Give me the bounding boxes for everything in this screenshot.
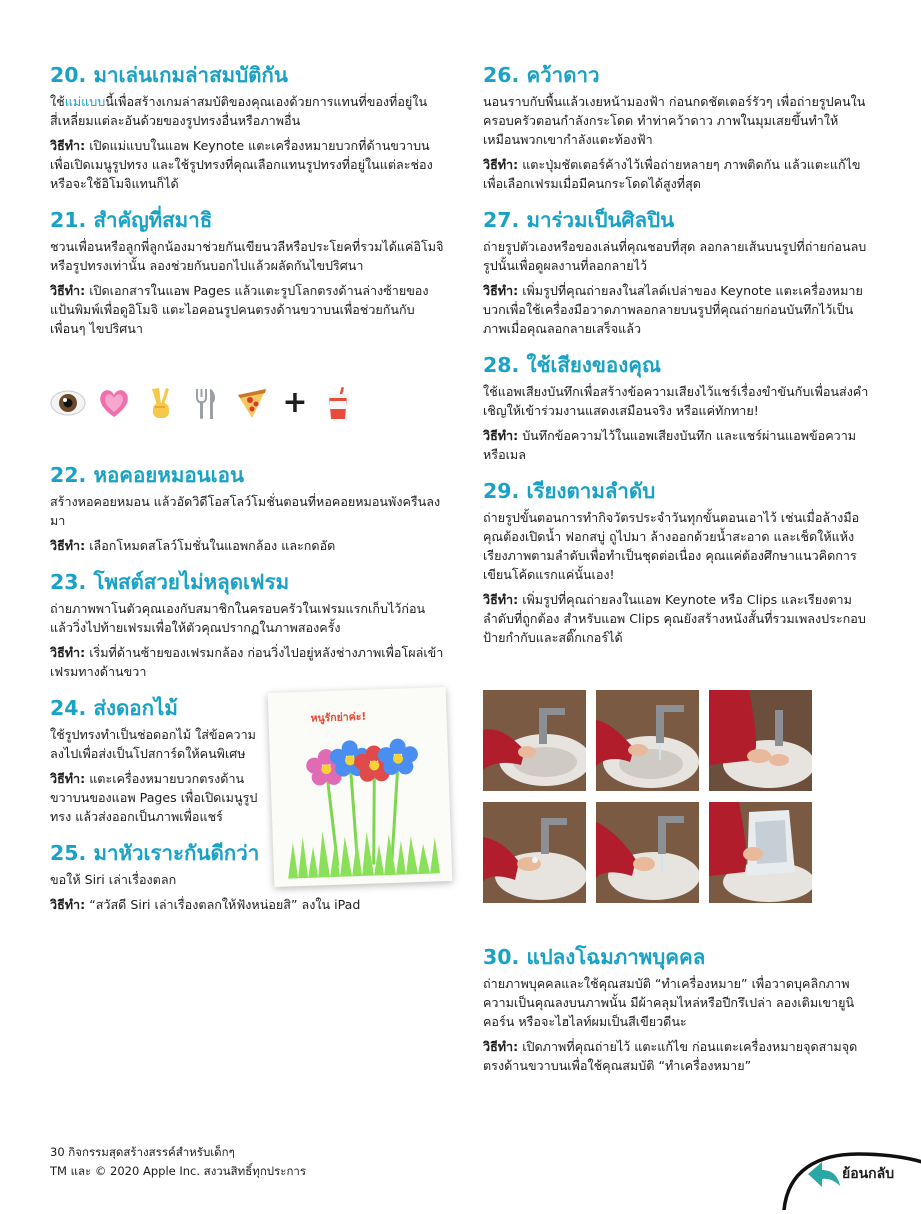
activity-20 <box>50 62 445 193</box>
tip-label: วิธีทำ: <box>50 283 86 298</box>
activity-title: 23. โพสต์สวยไม่หลุดเฟรม <box>50 570 290 594</box>
activity-description: นอนราบกับพื้นแล้วเงยหน้ามองฟ้า ก่อนกดชัตเตอร์รัวๆ เพื่อถ่ายรูปคนในครอบครัวตอนกำลังกระโดด ทำท่าคว้าดาว ภาพในมุมเสยขึ้นทำให้เหมือนพวกเขากำลังแตะท้องฟ้า <box>483 94 866 147</box>
tip-text: เปิดเอกสารในแอพ Pages แล้วแตะรูปโลกตรงด้านล่างซ้ายของแป้นพิมพ์เพื่อดูอิโมจิ แตะไอคอนรูปคนตรงด้านขวาบนเพื่อช่วยกันกับเพื่อนๆ ไขปริศนา <box>50 283 429 336</box>
tip-text: เปิดแม่แบบในแอพ Keynote แตะเครื่องหมายบวกที่ด้านขวาบนเพื่อเปิดเมนูรูปทรง และใช้รูปทรงที่คุณเลือกแทนรูปทรงที่อยู่ในแต่ละช่องหรือจะใช้อิโมจิแทนก็ได้ <box>50 138 433 191</box>
right-column <box>483 62 875 661</box>
activity-title: 27. มาร่วมเป็นศิลปิน <box>483 208 675 232</box>
footer-copyright: TM และ © 2020 Apple Inc. สงวนสิทธิ์ทุกประการ <box>50 1164 307 1178</box>
activity-23 <box>50 569 445 681</box>
activity-tip <box>50 643 445 681</box>
activity-tip <box>50 769 265 826</box>
activity-description: ถ่ายภาพบุคคลและใช้คุณสมบัติ “ทำเครื่องหมาย” เพื่อวาดบุคลิกภาพความเป็นคุณลงบนภาพนั้น มีผ้าคลุมไหล่หรือปีกรึเปล่า ลองเติมเขายูนิคอร์น หรือจะไฮไลท์ผมเป็นสีเขียวดีนะ <box>483 976 855 1029</box>
tip-text: เพิ่มรูปที่คุณถ่ายลงในสไลด์เปล่าของ Keynote แตะเครื่องหมายบวกเพื่อใช้เครื่องมือวาดภาพลอกลายบนรูปที่คุณถ่ายก่อนบันทึกไว้เป็นภาพเมื่อคุณลอกลายเสร็จแล้ว <box>483 283 863 336</box>
activity-title: 22. หอคอยหมอนเอน <box>50 463 244 487</box>
tip-text: “สวัสดี Siri เล่าเรื่องตลกให้ฟังหน่อยสิ” ลงใน iPad <box>89 897 361 912</box>
desc-text: ใช้ <box>50 94 65 109</box>
tip-label: วิธีทำ: <box>50 645 86 660</box>
handwashing-photo-grid <box>483 690 813 904</box>
tip-label: วิธีทำ: <box>483 283 519 298</box>
handwash-photo-3 <box>709 690 812 791</box>
eye-emoji <box>50 385 86 421</box>
activity-title: 26. คว้าดาว <box>483 63 600 87</box>
footer-title: 30 กิจกรรมสุดสร้างสรรค์สำหรับเด็กๆ <box>50 1145 235 1159</box>
activity-29 <box>483 478 875 647</box>
activity-description: สร้างหอคอยหมอน แล้วอัดวิดีโอสโลว์โมชั่นตอนที่หอคอยหมอนพังครืนลงมา <box>50 494 441 528</box>
activity-description: ชวนเพื่อนหรือลูกพี่ลูกน้องมาช่วยกันเขียนวลีหรือประโยคที่รวมได้แค่อิโมจิหรือรูปทรงเท่านั้น ลองช่วยกันบอกไปแล้วผลัดกันไขปริศนา <box>50 239 444 273</box>
flower-postcard-image <box>268 687 453 887</box>
tip-label: วิธีทำ: <box>483 592 519 607</box>
template-link[interactable]: แม่แบบ <box>64 94 106 109</box>
tip-text: แตะปุ่มชัตเตอร์ค้างไว้เพื่อถ่ายหลายๆ ภาพติดกัน แล้วแตะแก้ไขเพื่อเลือกเฟรมเมื่อมีคนกระโดดได้สูงที่สุด <box>483 157 861 191</box>
handwash-photo-4 <box>483 802 586 903</box>
activity-tip <box>50 536 445 555</box>
tip-label: วิธีทำ: <box>50 897 86 912</box>
activity-description: ขอให้ Siri เล่าเรื่องตลก <box>50 872 177 887</box>
fork-knife-emoji <box>188 385 224 421</box>
back-button-label[interactable]: ย้อนกลับ <box>842 1166 895 1182</box>
activity-28 <box>483 352 875 464</box>
activity-title: 28. ใช้เสียงของคุณ <box>483 353 661 377</box>
activity-tip <box>50 136 445 193</box>
victory-hand-emoji <box>142 385 178 421</box>
cup-emoji <box>320 385 356 421</box>
pizza-emoji <box>234 385 270 421</box>
activity-title: 21. สำคัญที่สมาธิ <box>50 208 213 232</box>
back-arrow-icon <box>808 1162 840 1187</box>
tip-label: วิธีทำ: <box>483 428 519 443</box>
activity-tip <box>50 895 445 914</box>
tip-text: บันทึกข้อความไว้ในแอพเสียงบันทึก และแชร์ผ่านแอพข้อความหรือเมล <box>483 428 857 462</box>
activity-30 <box>483 944 875 1089</box>
desc-text: นี้เพื่อสร้างเกมล่าสมบัติของคุณเองด้วยการแทนที่ของที่อยู่ในสี่เหลี่ยมแต่ละอันด้วยของรูปทรงอื่นหรือภาพอื่น <box>50 94 428 128</box>
emoji-row <box>50 380 380 426</box>
handwash-photo-5 <box>596 802 699 903</box>
activity-22 <box>50 462 445 555</box>
activity-tip <box>483 590 875 647</box>
activity-26 <box>483 62 875 193</box>
activity-title: 25. มาหัวเราะกันดีกว่า <box>50 841 260 865</box>
tip-text: เปิดภาพที่คุณถ่ายไว้ แตะแก้ไข ก่อนแตะเครื่องหมายจุดสามจุดตรงด้านขวาบนเพื่อใช้คุณสมบัติ “ทำเครื่องหมาย” <box>483 1039 858 1073</box>
tip-label: วิธีทำ: <box>50 138 86 153</box>
activity-title: 30. แปลงโฉมภาพบุคคล <box>483 945 706 969</box>
activity-description: ถ่ายรูปขั้นตอนการทำกิจวัตรประจำวันทุกขั้นตอนเอาไว้ เช่นเมื่อล้างมือ คุณต้องเปิดน้ำ ฟอกสบู่ ถูไปมา ล้างออกด้วยน้ำสะอาด และเช็ดให้แห้ง เรียงภาพตามลำดับเพื่อทำเป็นชุดต่อเนื่อง คุณแค่ต้องศึกษาแนวคิดการเขียนโค้ดแรกแค่นั้นเอง! <box>483 510 860 582</box>
postcard-text: หนูรักย่าค่ะ! <box>310 710 367 725</box>
pink-heart-emoji <box>96 385 132 421</box>
tip-text: แตะเครื่องหมายบวกตรงด้านขวาบนของแอพ Pages เพื่อเปิดเมนูรูปทรง แล้วส่งออกเป็นภาพเพื่อแชร์ <box>50 771 258 824</box>
activity-description: ถ่ายภาพพาโนตัวคุณเองกับสมาชิกในครอบครัวในเฟรมแรกเก็บไว้ก่อน แล้ววิ่งไปท้ายเฟรมเพื่อให้ตัวคุณปรากฏในภาพสองครั้ง <box>50 601 426 635</box>
activity-21 <box>50 207 445 338</box>
flower-bouquet-drawing <box>268 687 453 887</box>
activity-24 <box>50 695 265 826</box>
page-footer <box>50 1143 306 1181</box>
activity-description: ถ่ายรูปตัวเองหรือของเล่นที่คุณชอบที่สุด ลอกลายเส้นบนรูปที่ถ่ายก่อนลบรูปนั้นเพื่อดูผลงานที่ลอกลายไว้ <box>483 239 867 273</box>
tip-label: วิธีทำ: <box>483 157 519 172</box>
activity-title: 29. เรียงตามลำดับ <box>483 479 656 503</box>
activity-description <box>50 92 445 130</box>
activity-description: ใช้รูปทรงทำเป็นช่อดอกไม้ ใส่ข้อความลงไปเพื่อส่งเป็นโปสการ์ดให้คนพิเศษ <box>50 727 256 761</box>
handwash-photo-2 <box>596 690 699 791</box>
activity-title: 24. ส่งดอกไม้ <box>50 696 178 720</box>
activity-tip <box>483 1037 875 1075</box>
tip-label: วิธีทำ: <box>483 1039 519 1054</box>
handwash-photo-6 <box>709 802 812 903</box>
tip-text: เลือกโหมดสโลว์โมชั่นในแอพกล้อง และกดอัด <box>89 538 336 553</box>
tip-label: วิธีทำ: <box>50 771 86 786</box>
tip-label: วิธีทำ: <box>50 538 86 553</box>
activity-tip <box>483 281 875 338</box>
activity-title: 20. มาเล่นเกมล่าสมบัติกัน <box>50 63 288 87</box>
tip-text: เพิ่มรูปที่คุณถ่ายลงในแอพ Keynote หรือ Clips และเรียงตามลำดับที่ถูกต้อง สำหรับแอพ Clips คุณยังสร้างหนังสั้นที่รวมเพลงประกอบ ป้ายกำกับและสติ๊กเกอร์ได้ <box>483 592 866 645</box>
handwash-photo-1 <box>483 690 586 791</box>
activity-tip <box>50 281 445 338</box>
activity-tip <box>483 426 875 464</box>
activity-27 <box>483 207 875 338</box>
plus-sign: + <box>282 385 308 420</box>
tip-text: เริ่มที่ด้านซ้ายของเฟรมกล้อง ก่อนวิ่งไปอยู่หลังช่างภาพเพื่อโผล่เข้าเฟรมทางด้านขวา <box>50 645 444 679</box>
activity-tip <box>483 155 875 193</box>
activity-description: ใช้แอพเสียงบันทึกเพื่อสร้างข้อความเสียงไว้แชร์เรื่องขำขันกับเพื่อนส่งคำเชิญให้เข้าร่วมงานแสดงเสมือนจริง หรือแค่ทักทาย! <box>483 384 869 418</box>
